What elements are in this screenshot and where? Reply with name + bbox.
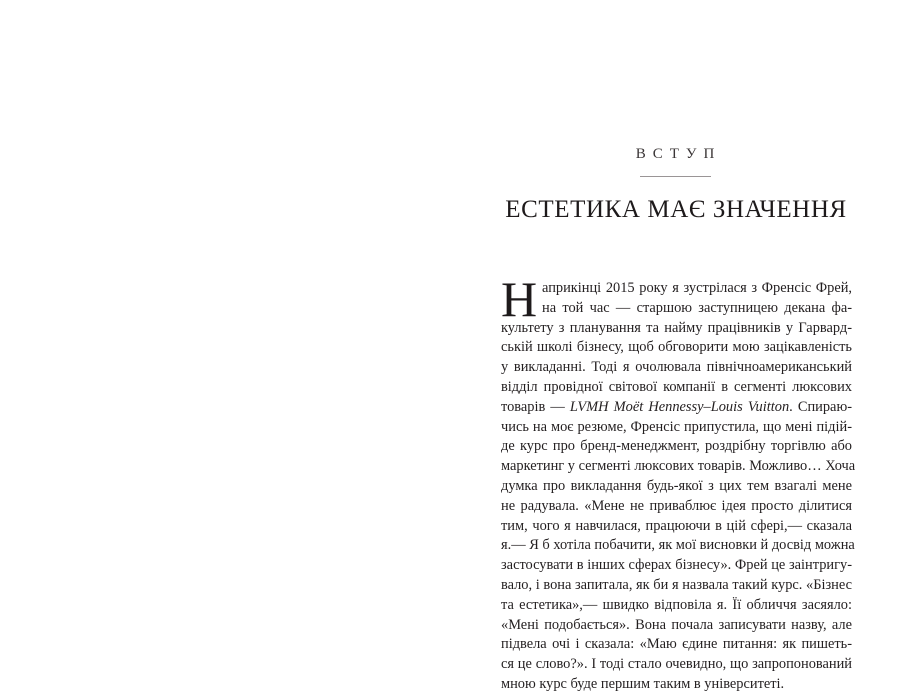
text-line: підвела очі і сказала: «Маю єдине питання: як пишеть- (501, 636, 852, 653)
drop-cap: Н (501, 271, 538, 327)
text-line: застосувати в інших сферах бізнесу». Фрей це заінтригу- (501, 557, 852, 574)
text-line: ся це слово?». І тоді стало очевидно, що запропонований (501, 656, 852, 673)
text-line: я.— Я б хотіла побачити, як мої висновки й досвід можна (501, 537, 855, 554)
text-line (501, 398, 852, 418)
text-line: не радувала. «Мене не приваблює ідея просто ділитися (501, 497, 852, 514)
text-run: . Спираю- (789, 398, 852, 415)
section-label: ВСТУП (635, 146, 722, 162)
text-run: товарів — (501, 398, 570, 415)
text-line: «Мені подобається». Вона почала записувати назву, але (501, 616, 852, 633)
text-line: маркетинг у сегменті люксових товарів. Можливо… Хоча (501, 458, 856, 475)
company-name: LVMH Moët Hennessy–Louis Vuitton (569, 398, 790, 415)
section-divider (640, 176, 711, 177)
text-line: чись на моє резюме, Френсіс припустила, що мені підій- (501, 418, 852, 435)
text-line: вало, і вона запитала, як би я назвала такий курс. «Бізнес (501, 576, 852, 593)
text-line: априкінці 2015 року я зустрілася з Френсіс Фрей, (542, 280, 852, 296)
text-line: культету з планування та найму працівників у Гарвард- (501, 319, 852, 336)
text-line: думка про викладання будь-якої з цих тем взагалі мене (501, 477, 852, 494)
text-line: мною курс буде першим таким в університеті. (501, 675, 785, 692)
text-line: на той час — старшою заступницею декана фа- (542, 299, 852, 316)
text-line: та естетика»,— швидко відповіла я. Її обличчя засяяло: (501, 596, 852, 613)
text-line: тим, чого я навчилася, працюючи в цій сфері,— сказала (501, 517, 852, 534)
body-paragraph (501, 271, 856, 695)
chapter-title: ЕСТЕТИКА МАЄ ЗНАЧЕННЯ (505, 196, 847, 223)
text-line: у викладанні. Тоді я очолювала північноамериканський (501, 359, 852, 376)
text-line: відділ провідної світової компанії в сегменті люксових (501, 378, 852, 395)
text-line: де курс про бренд-менеджмент, роздрібну торгівлю або (501, 438, 852, 455)
text-line: ській школі бізнесу, щоб обговорити мою зацікавленість (501, 339, 852, 356)
